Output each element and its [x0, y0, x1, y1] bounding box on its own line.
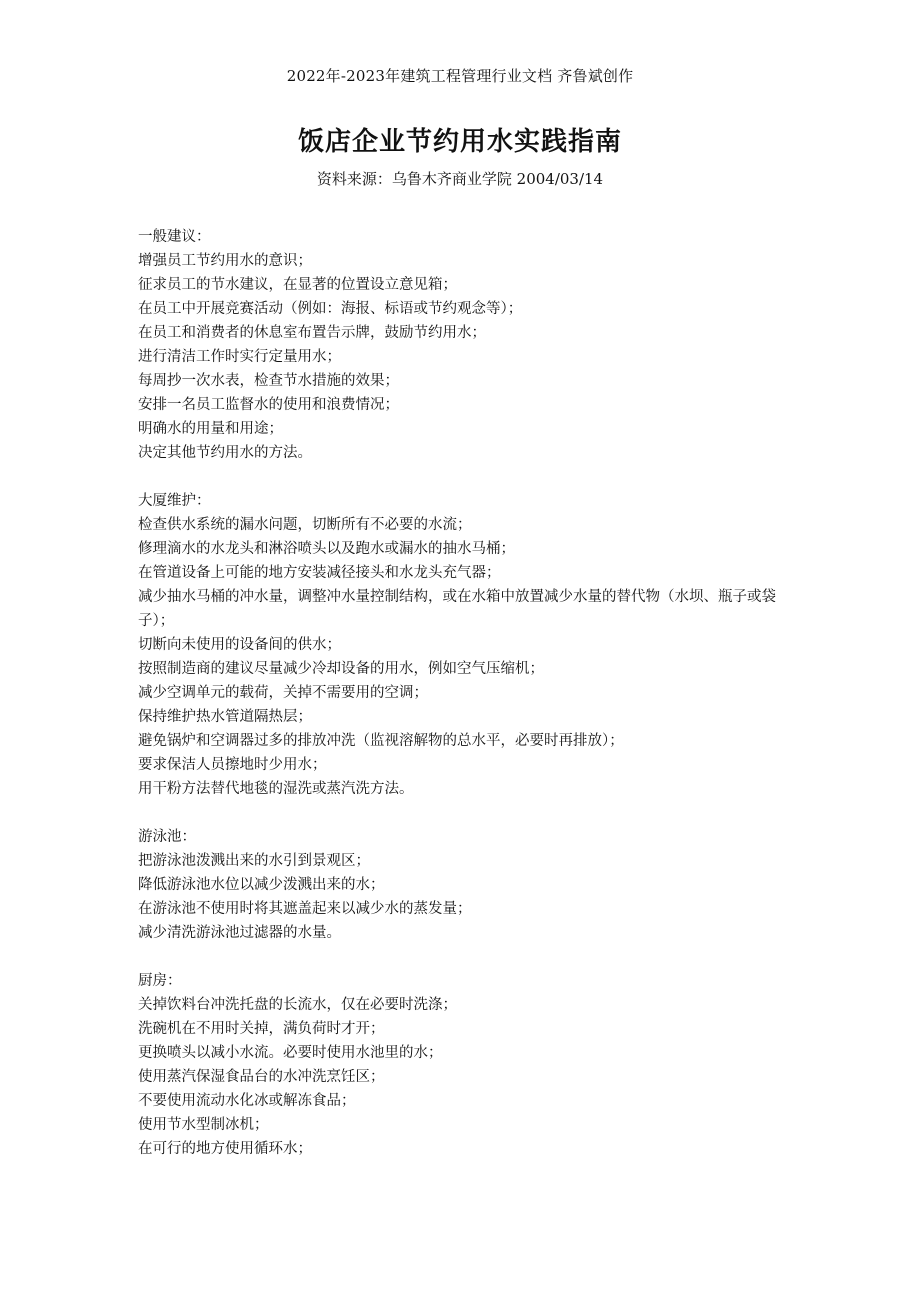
list-item: 避免锅炉和空调器过多的排放冲洗（监视溶解物的总水平，必要时再排放）；: [138, 733, 624, 749]
source-line: 资料来源：乌鲁木齐商业学院 2004/03/14: [316, 170, 604, 188]
list-item: 把游泳池泼溅出来的水引到景观区；: [138, 853, 370, 869]
list-item: 减少清洗游泳池过滤器的水量。: [138, 925, 341, 941]
list-item: 降低游泳池水位以减少泼溅出来的水；: [138, 877, 385, 893]
list-item: 在游泳池不使用时将其遮盖起来以减少水的蒸发量；: [138, 901, 472, 917]
page-title: 饭店企业节约用水实践指南: [297, 127, 622, 157]
list-item: 使用节水型制冰机；: [138, 1117, 269, 1133]
list-item: 修理滴水的水龙头和淋浴喷头以及跑水或漏水的抽水马桶；: [138, 541, 515, 557]
list-item: 不要使用流动水化冰或解冻食品；: [138, 1093, 356, 1109]
list-item: 减少抽水马桶的冲水量，调整冲水量控制结构，或在水箱中放置减少水量的替代物（水坝、瓶子或袋子）；: [138, 589, 776, 629]
list-item: 明确水的用量和用途；: [138, 421, 283, 437]
list-item: 用干粉方法替代地毯的湿洗或蒸汽洗方法。: [138, 781, 414, 797]
list-item: 进行清洁工作时实行定量用水；: [138, 349, 341, 365]
section-heading: 游泳池：: [138, 829, 196, 845]
section-heading: 大厦维护：: [138, 493, 211, 509]
list-item: 安排一名员工监督水的使用和浪费情况；: [138, 397, 399, 413]
list-item: 在管道设备上可能的地方安装减径接头和水龙头充气器；: [138, 565, 501, 581]
list-item: 增强员工节约用水的意识；: [138, 253, 312, 269]
list-item: 使用蒸汽保湿食品台的水冲洗烹饪区；: [138, 1069, 385, 1085]
section-heading: 厨房：: [138, 973, 182, 989]
list-item: 每周抄一次水表，检查节水措施的效果；: [138, 373, 399, 389]
list-item: 在员工和消费者的休息室布置告示牌，鼓励节约用水；: [138, 325, 486, 341]
section-heading: 一般建议：: [138, 229, 211, 245]
list-item: 切断向未使用的设备间的供水；: [138, 637, 341, 653]
section-general: [138, 225, 798, 465]
section-building: [138, 489, 798, 801]
section-kitchen: [138, 969, 798, 1161]
list-item: 在员工中开展竞赛活动（例如：海报、标语或节约观念等）；: [138, 301, 523, 317]
list-item: 检查供水系统的漏水问题，切断所有不必要的水流；: [138, 517, 472, 533]
list-item: 按照制造商的建议尽量减少冷却设备的用水，例如空气压缩机；: [138, 661, 544, 677]
list-item: 要求保洁人员擦地时少用水；: [138, 757, 327, 773]
list-item: 关掉饮料台冲洗托盘的长流水，仅在必要时洗涤；: [138, 997, 457, 1013]
list-item: 保持维护热水管道隔热层；: [138, 709, 312, 725]
list-item: 洗碗机在不用时关掉，满负荷时才开；: [138, 1021, 385, 1037]
list-item: 在可行的地方使用循环水；: [138, 1141, 312, 1157]
running-header: 2022年-2023年建筑工程管理行业文档 齐鲁斌创作: [286, 67, 634, 85]
list-item: 减少空调单元的载荷，关掉不需要用的空调；: [138, 685, 428, 701]
document-body: [138, 225, 798, 1185]
list-item: 征求员工的节水建议，在显著的位置设立意见箱；: [138, 277, 457, 293]
list-item: 更换喷头以减小水流。必要时使用水池里的水；: [138, 1045, 443, 1061]
list-item: 决定其他节约用水的方法。: [138, 445, 312, 461]
section-pool: [138, 825, 798, 945]
